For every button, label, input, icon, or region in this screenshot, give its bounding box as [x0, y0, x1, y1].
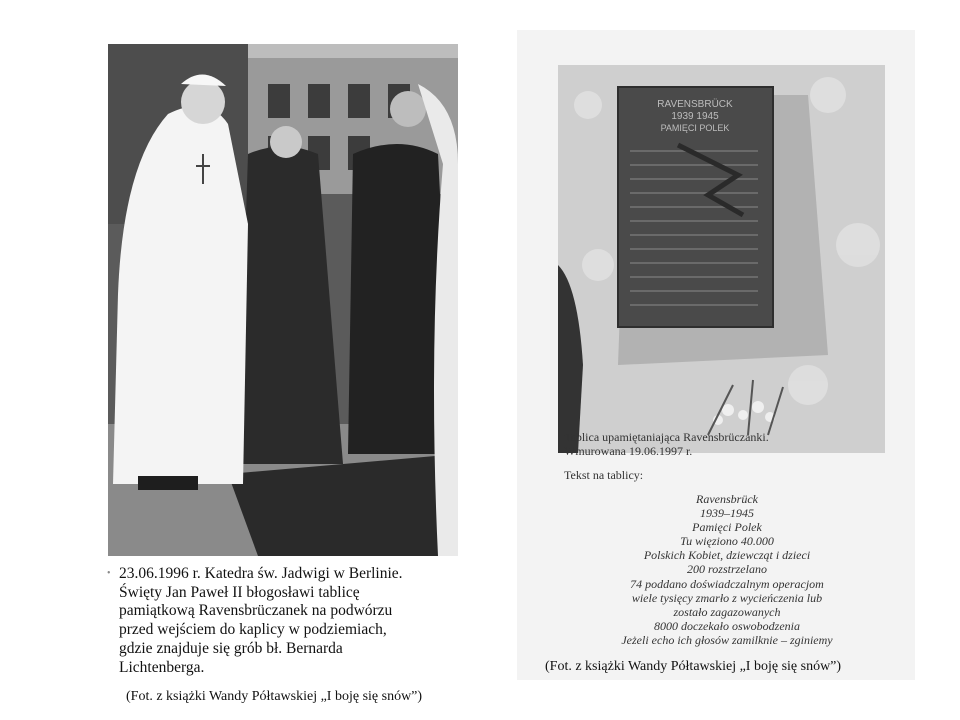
- plaque-caption-line: Wmurowana 19.06.1997 r.: [564, 444, 693, 458]
- left-caption-line: pamiątkową Ravensbrüczanek na podwórzu: [119, 602, 393, 620]
- left-caption-line: Święty Jan Paweł II błogosławi tablicę: [119, 583, 360, 601]
- left-photo-caption: [107, 565, 464, 677]
- pope-blessing-illustration: [108, 44, 458, 556]
- plaque-text-line: 74 poddano doświadczalnym operacjom: [630, 576, 824, 591]
- plaque-header-line: RAVENSBRÜCK: [657, 99, 733, 110]
- plaque-text-line: wiele tysięcy zmarło z wycieńczenia lub: [631, 590, 823, 605]
- left-caption-line: Lichtenberga.: [119, 658, 205, 676]
- left-caption-line: 23.06.1996 r. Katedra św. Jadwigi w Berlinie.: [119, 565, 403, 582]
- plaque-text-label: Tekst na tablicy:: [564, 468, 644, 482]
- plaque-text-line: Polskich Kobiet, dziewcząt i dzieci: [643, 548, 811, 563]
- plaque-photo: [558, 65, 885, 453]
- plaque-text-transcription: [577, 492, 877, 647]
- plaque-text-line: Pamięci Polek: [692, 520, 762, 535]
- plaque-text-line: 200 rozstrzelano: [687, 562, 767, 577]
- caption-bullet: •: [107, 568, 111, 579]
- left-caption-line: przed wejściem do kaplicy w podziemiach,: [119, 621, 387, 639]
- plaque-text-line: zostało zagazowanych: [673, 604, 781, 619]
- plaque-text-line: 1939–1945: [700, 506, 754, 521]
- plaque-header-line: 1939 1945: [671, 111, 719, 122]
- plaque-caption-line: Tablica upamiętaniająca Ravensbrüczanki.: [564, 430, 769, 444]
- right-photo-credit: (Fot. z książki Wandy Półtawskiej „I boję się snów”): [545, 659, 842, 674]
- book-page-scan: [517, 30, 915, 680]
- plaque-header-line: PAMIĘCI POLEK: [660, 123, 730, 133]
- plaque-text-line: Ravensbrück: [696, 492, 758, 506]
- pope-blessing-photo: [108, 44, 458, 556]
- plaque-text-line: Tu więziono 40.000: [680, 534, 774, 549]
- left-caption-line: gdzie znajduje się grób bł. Bernarda: [119, 639, 343, 657]
- plaque-text-line: 8000 doczekało oswobodzenia: [654, 618, 800, 633]
- plaque-text-line: Jeżeli echo ich głosów zamilknie – zginiemy: [621, 632, 833, 647]
- left-photo-credit: (Fot. z książki Wandy Półtawskiej „I boję się snów”): [126, 689, 423, 704]
- plaque-illustration: [558, 65, 885, 453]
- plaque-caption: [564, 430, 769, 458]
